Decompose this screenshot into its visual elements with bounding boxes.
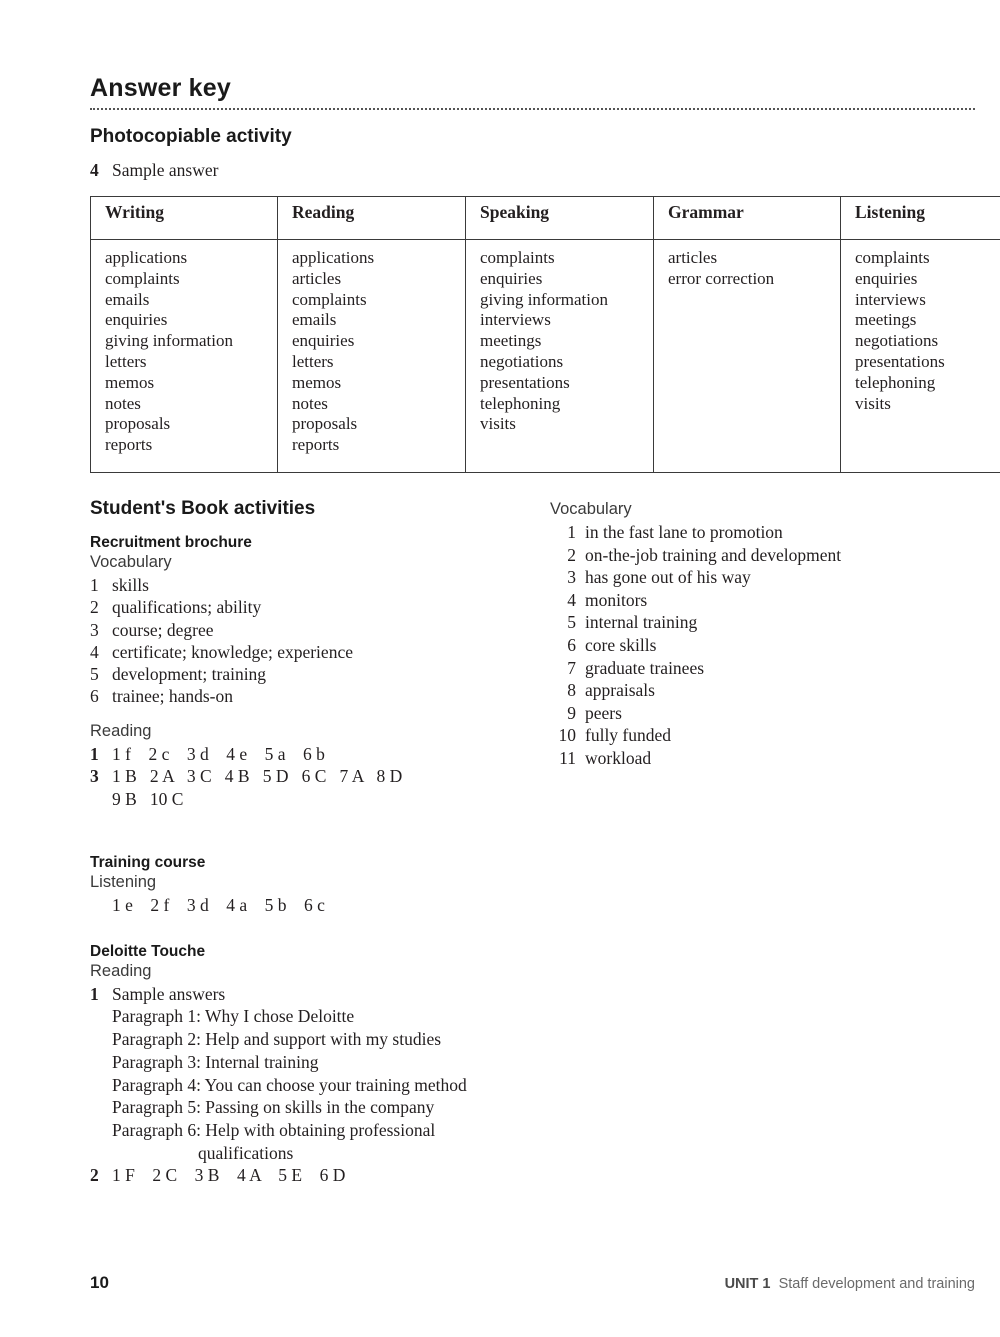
list-item: error correction (668, 268, 775, 288)
list-item: meetings (480, 331, 542, 351)
deloitte-q2-answers (90, 1164, 530, 1187)
list-item: telephoning (855, 372, 936, 392)
list-item: letters (105, 351, 147, 371)
list-item: Paragraph 6: Help with obtaining professional (112, 1120, 436, 1140)
list-reading (292, 248, 465, 456)
label-reading-recruitment: Reading (90, 721, 152, 740)
list-item: notes (292, 393, 328, 413)
list-item (550, 521, 970, 544)
item-number: 2 (567, 544, 576, 565)
footer-unit-info (725, 1276, 975, 1292)
list-item (90, 596, 530, 618)
list-writing (105, 248, 277, 456)
item-number: 1 (90, 575, 99, 595)
list-item: giving information (105, 331, 233, 351)
list-item: enquiries (855, 268, 918, 288)
list-item: negotiations (480, 351, 564, 371)
item-text: qualifications; ability (112, 597, 262, 618)
item-text: has gone out of his way (585, 567, 751, 588)
table-cell-reading (278, 240, 466, 473)
section-heading-photocopiable: Photocopiable activity (90, 126, 292, 147)
list-listening (855, 248, 1000, 414)
answer-row (90, 765, 530, 788)
item-text: skills (112, 575, 149, 595)
question-number: 2 (90, 1165, 99, 1186)
list-item: proposals (292, 414, 358, 434)
training-course-listening-answers (90, 894, 530, 917)
list-item (550, 657, 970, 680)
item-text: certificate; knowledge; experience (112, 641, 353, 662)
item-text: peers (585, 702, 622, 723)
list-item: enquiries (292, 331, 355, 351)
list-item (90, 685, 530, 707)
subheading-recruitment-brochure: Recruitment brochure (90, 534, 252, 551)
question-number: 1 (90, 743, 99, 764)
list-recruitment-vocabulary (90, 574, 530, 708)
list-item (550, 634, 970, 657)
table-cell-writing (91, 240, 278, 473)
list-item (90, 574, 530, 596)
item-text: development; training (112, 664, 267, 685)
deloitte-q1-label (90, 983, 530, 1006)
column-header-speaking: Speaking (466, 197, 654, 240)
list-item: presentations (480, 372, 570, 392)
skills-table (90, 196, 1000, 473)
list-item (90, 619, 530, 641)
item-number: 9 (567, 702, 576, 723)
answers-text: 9 B 10 C (112, 788, 184, 809)
spacer (90, 708, 530, 722)
list-item: meetings (855, 310, 917, 330)
list-item: complaints (105, 268, 180, 288)
list-item: reports (105, 435, 153, 455)
column-header-writing: Writing (91, 197, 278, 240)
item-number: 5 (90, 664, 99, 685)
item-number: 7 (567, 657, 576, 678)
table-cell-speaking (466, 240, 654, 473)
photocopiable-item-4 (90, 160, 218, 181)
right-column (550, 500, 970, 770)
item-text: in the fast lane to promotion (585, 522, 783, 542)
list-item: Paragraph 2: Help and support with my studies (112, 1029, 442, 1050)
question-number: 3 (90, 766, 99, 787)
item-number: 3 (567, 567, 576, 588)
item-text: fully funded (585, 725, 672, 746)
item-number: 4 (567, 589, 576, 610)
list-item: articles (292, 268, 342, 288)
list-item: applications (105, 248, 188, 267)
list-item: memos (292, 372, 342, 392)
list-item: enquiries (105, 310, 168, 330)
list-item: visits (480, 414, 516, 434)
list-item (550, 747, 970, 770)
footer-page-number: 10 (90, 1273, 109, 1292)
list-item (550, 611, 970, 634)
label-vocabulary-recruitment: Vocabulary (90, 553, 172, 571)
list-item: emails (105, 289, 150, 309)
item-number: 2 (90, 597, 99, 618)
left-column (90, 534, 530, 1187)
item-text: course; degree (112, 619, 214, 640)
list-item: interviews (480, 310, 551, 330)
answers-text: 1 f 2 c 3 d 4 e 5 a 6 b (112, 743, 325, 764)
list-item: proposals (105, 414, 171, 434)
spacer (90, 810, 530, 854)
list-item: Paragraph 1: Why I chose Deloitte (112, 1006, 355, 1027)
item-number: 5 (567, 612, 576, 633)
item-label: Sample answer (112, 160, 219, 180)
list-item (550, 566, 970, 589)
list-item (550, 679, 970, 702)
list-item: applications (292, 248, 375, 267)
answer-row (90, 743, 530, 766)
footer-unit-title: Staff development and training (778, 1276, 975, 1292)
paragraph-continuation: qualifications (198, 1142, 294, 1163)
answers-text: 1 F 2 C 3 B 4 A 5 E 6 D (112, 1165, 346, 1186)
item-text: graduate trainees (585, 657, 705, 678)
footer-unit-number: UNIT 1 (724, 1276, 771, 1292)
item-number: 6 (90, 686, 99, 707)
list-item: telephoning (480, 393, 561, 413)
list-item (90, 641, 530, 663)
item-number: 11 (559, 747, 576, 768)
label-listening-training: Listening (90, 873, 157, 892)
item-number: 6 (567, 634, 576, 655)
answers-text: 1 B 2 A 3 C 4 B 5 D 6 C 7 A 8 D (112, 766, 403, 787)
item-text: monitors (585, 589, 648, 610)
list-item (550, 589, 970, 612)
question-label: Sample answers (112, 983, 226, 1004)
list-grammar (668, 248, 840, 290)
item-text: trainee; hands-on (112, 686, 233, 707)
item-number: 8 (567, 680, 576, 701)
item-text: workload (585, 747, 652, 768)
list-item: presentations (855, 351, 945, 371)
answer-row (90, 788, 530, 811)
column-header-grammar: Grammar (654, 197, 841, 240)
title-divider (90, 108, 975, 110)
item-number: 10 (558, 725, 576, 746)
item-text: internal training (585, 612, 698, 633)
list-item: complaints (480, 248, 555, 267)
list-item: emails (292, 310, 337, 330)
subheading-training-course: Training course (90, 854, 206, 872)
list-speaking (480, 248, 653, 435)
list-item: Paragraph 3: Internal training (112, 1051, 319, 1072)
table-cell-listening (841, 240, 1000, 473)
column-header-reading: Reading (278, 197, 466, 240)
label-reading-deloitte: Reading (90, 961, 152, 980)
spacer (90, 917, 530, 943)
list-item: letters (292, 351, 334, 371)
list-item: negotiations (855, 331, 939, 351)
table-row (91, 240, 1000, 473)
answers-text: 1 e 2 f 3 d 4 a 5 b 6 c (112, 895, 325, 916)
table-header-row (91, 197, 1000, 240)
list-item: interviews (855, 289, 926, 309)
item-text: appraisals (585, 680, 655, 701)
list-item: complaints (855, 248, 930, 267)
list-item (550, 724, 970, 747)
list-item (550, 702, 970, 725)
list-item: Paragraph 5: Passing on skills in the company (112, 1097, 435, 1118)
list-item: notes (105, 393, 141, 413)
list-deloitte-paragraphs (90, 1005, 530, 1141)
list-item: Paragraph 4: You can choose your training method (112, 1074, 467, 1095)
list-item: giving information (480, 289, 608, 309)
item-text: core skills (585, 634, 657, 655)
list-item: articles (668, 248, 718, 267)
item-number: 3 (90, 619, 99, 640)
table-cell-grammar (654, 240, 841, 473)
list-right-vocabulary (550, 521, 970, 770)
list-recruitment-reading (90, 743, 530, 811)
page-title: Answer key (90, 74, 231, 102)
section-heading-students-book: Student's Book activities (90, 498, 316, 519)
list-item (550, 544, 970, 567)
item-text: on-the-job training and development (585, 544, 842, 565)
list-item: visits (855, 393, 891, 413)
question-number: 1 (90, 983, 99, 1004)
list-item: complaints (292, 289, 367, 309)
list-item: reports (292, 435, 340, 455)
item-number: 1 (567, 522, 576, 542)
list-item (90, 663, 530, 685)
subheading-deloitte-touche: Deloitte Touche (90, 942, 206, 960)
list-item: memos (105, 372, 155, 392)
list-item: enquiries (480, 268, 543, 288)
item-number: 4 (90, 160, 99, 180)
column-header-listening: Listening (841, 197, 1000, 240)
item-number: 4 (90, 641, 99, 662)
label-vocabulary-right: Vocabulary (550, 500, 632, 518)
